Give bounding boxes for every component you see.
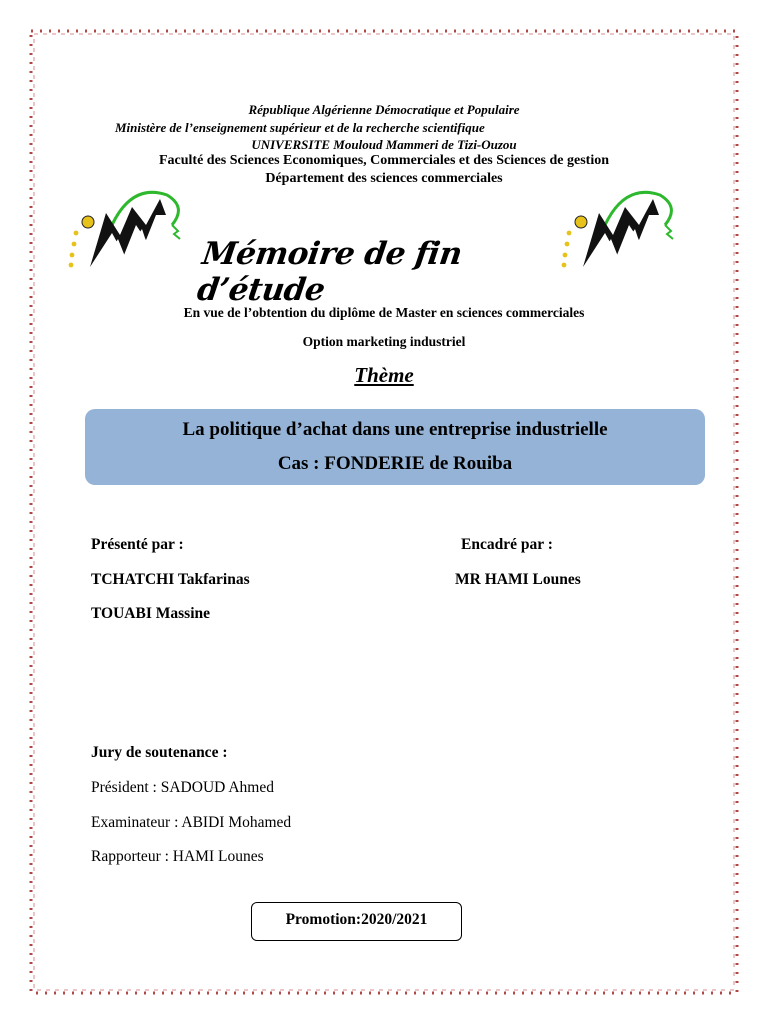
theme-title-line2: Cas : FONDERIE de Rouiba bbox=[277, 453, 513, 474]
university-logo-right bbox=[555, 185, 680, 280]
header-republic: République Algérienne Démocratique et Populaire bbox=[248, 102, 520, 117]
theme-title-line1: La politique d’achat dans une entreprise industrielle bbox=[182, 419, 608, 440]
header-faculty: Faculté des Sciences Economiques, Commerciales et des Sciences de gestion bbox=[158, 153, 609, 168]
jury-member: Président : SADOUD Ahmed bbox=[91, 779, 274, 796]
promotion-badge: Promotion:2020/2021 bbox=[251, 902, 462, 941]
author-name: TCHATCHI Takfarinas bbox=[91, 571, 250, 588]
header-university: UNIVERSITE Mouloud Mammeri de Tizi-Ouzou bbox=[251, 137, 517, 152]
option-line: Option marketing industriel bbox=[302, 334, 466, 349]
supervisor-name: MR HAMI Lounes bbox=[455, 571, 581, 588]
presented-label: Présenté par : bbox=[91, 536, 184, 553]
theme-box bbox=[85, 409, 705, 485]
header-department: Département des sciences commerciales bbox=[265, 171, 503, 186]
university-logo-left bbox=[62, 185, 187, 280]
jury-member: Examinateur : ABIDI Mohamed bbox=[91, 814, 292, 831]
jury-member: Rapporteur : HAMI Lounes bbox=[91, 848, 264, 865]
memoire-title: Mémoire de fin d’étude bbox=[194, 236, 465, 308]
diploma-line: En vue de l’obtention du diplôme de Master en sciences commerciales bbox=[183, 305, 585, 320]
author-name: TOUABI Massine bbox=[91, 605, 210, 622]
supervised-label: Encadré par : bbox=[461, 536, 553, 553]
jury-label: Jury de soutenance : bbox=[91, 744, 228, 761]
header-ministry: Ministère de l’enseignement supérieur et de la recherche scientifique bbox=[115, 120, 485, 135]
theme-heading: Thème bbox=[354, 363, 414, 387]
